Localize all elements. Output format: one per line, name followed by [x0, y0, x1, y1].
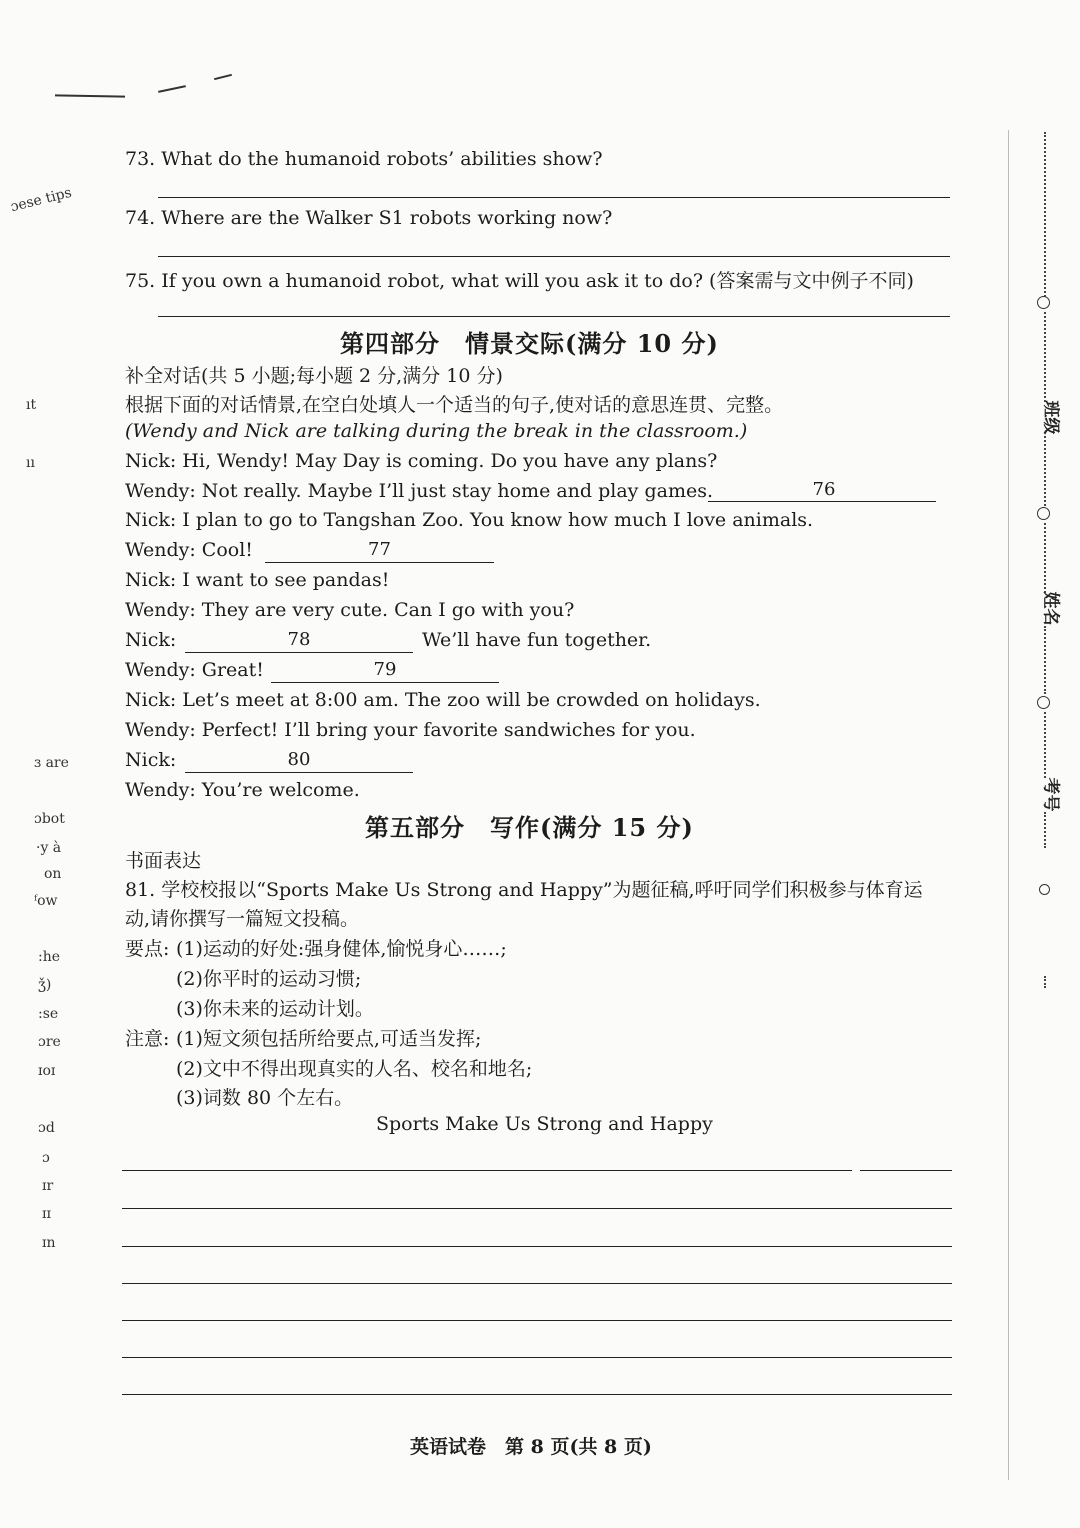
writing-line[interactable]	[122, 1394, 952, 1395]
answer-line-73[interactable]	[158, 197, 950, 198]
part5-title: 第五部分 写作(满分 15 分)	[365, 813, 694, 842]
part4-title: 第四部分 情景交际(满分 10 分)	[340, 329, 719, 358]
scan-mark	[55, 94, 125, 97]
binding-edge	[1008, 130, 1009, 1480]
scan-mark	[214, 74, 232, 80]
dialog-line: Nick: Hi, Wendy! May Day is coming. Do you have any plans?	[125, 450, 718, 472]
part4-subtitle: 补全对话(共 5 小题;每小题 2 分,满分 10 分)	[125, 365, 503, 387]
question-text: If you own a humanoid robot, what will you ask it to do? (答案需与文中例子不同)	[161, 270, 914, 292]
bleed-text: ɪoɪ	[38, 1063, 56, 1079]
dialog-line-tail: We’ll have fun together.	[422, 629, 652, 651]
writing-line[interactable]	[122, 1208, 952, 1209]
bleed-text: :se	[38, 1006, 59, 1022]
side-label-class: 班级	[1040, 400, 1061, 435]
answer-line-74[interactable]	[158, 256, 950, 257]
blank-77[interactable]	[265, 562, 494, 563]
bleed-text: ɜ are	[34, 755, 69, 771]
point-item: (2)你平时的运动习惯;	[176, 968, 362, 990]
note-item: (2)文中不得出现真实的人名、校名和地名;	[176, 1058, 533, 1080]
dialog-line: Wendy: Perfect! I’ll bring your favorite sandwiches for you.	[125, 719, 696, 741]
binding-circle	[1037, 296, 1050, 309]
writing-line[interactable]	[122, 1283, 952, 1284]
dialog-line: Wendy: Not really. Maybe I’ll just stay home and play games.	[125, 480, 713, 502]
dialog-line: Wendy: They are very cute. Can I go with you?	[125, 599, 575, 621]
blank-number: 76	[812, 479, 836, 500]
blank-number: 77	[368, 539, 391, 560]
essay-title: Sports Make Us Strong and Happy	[376, 1113, 713, 1135]
writing-line[interactable]	[122, 1357, 952, 1358]
side-label-id: 考号	[1040, 777, 1061, 812]
part4-scene: (Wendy and Nick are talking during the break in the classroom.)	[125, 420, 748, 442]
bleed-text: :he	[38, 949, 61, 965]
question-text: Where are the Walker S1 robots working now?	[161, 207, 613, 229]
question-74	[125, 207, 612, 229]
bleed-text: ɔese tips	[8, 184, 74, 216]
binding-circle	[1037, 696, 1050, 709]
question-number: 73.	[125, 148, 156, 170]
bleed-text: ᶠow	[34, 893, 58, 909]
blank-number: 78	[287, 629, 311, 650]
part4-instruction: 根据下面的对话情景,在空白处填人一个适当的句子,使对话的意思连贯、完整。	[125, 394, 784, 416]
dialog-line: Wendy: You’re welcome.	[125, 779, 360, 801]
blank-number: 80	[287, 749, 311, 770]
notes-label: 注意:	[125, 1028, 170, 1050]
bleed-text: ɔ	[42, 1150, 50, 1166]
binding-dotted-line	[1044, 626, 1046, 694]
writing-line[interactable]	[122, 1170, 852, 1171]
binding-circle	[1037, 507, 1050, 520]
blank-number: 79	[373, 659, 397, 680]
binding-dotted-line	[1044, 712, 1046, 778]
blank-76[interactable]	[708, 501, 936, 502]
binding-dotted-line	[1044, 132, 1046, 300]
writing-prompt: 81. 学校校报以“Sports Make Us Strong and Happy”为题征稿,呼吁同学们积极参与体育运	[125, 879, 923, 901]
bleed-text: ɪr	[42, 1178, 54, 1194]
writing-line[interactable]	[122, 1320, 952, 1321]
binding-dotted-line	[1044, 976, 1046, 988]
dialog-line: Nick:	[125, 749, 177, 771]
question-73	[125, 148, 603, 170]
bleed-text: ɔre	[38, 1034, 61, 1050]
point-item: (3)你未来的运动计划。	[176, 998, 374, 1020]
binding-dotted-line	[1044, 523, 1046, 593]
bleed-text: ɪn	[42, 1235, 56, 1251]
writing-prompt: 动,请你撰写一篇短文投稿。	[125, 908, 360, 930]
binding-dotted-line	[1044, 812, 1046, 848]
point-item: (1)运动的好处:强身健体,愉悦身心……;	[176, 938, 507, 960]
writing-line[interactable]	[860, 1170, 952, 1171]
page-footer: 英语试卷 第 8 页(共 8 页)	[410, 1436, 652, 1458]
part5-subtitle: 书面表达	[125, 850, 202, 872]
binding-dotted-line	[1044, 436, 1046, 506]
bleed-text: ɔbot	[34, 811, 65, 827]
scan-mark	[158, 85, 186, 93]
bleed-text: ɪɪ	[42, 1206, 51, 1222]
points-label: 要点:	[125, 938, 170, 960]
dialog-line: Nick: I want to see pandas!	[125, 569, 390, 591]
question-75	[125, 266, 914, 293]
blank-78[interactable]	[185, 652, 413, 653]
dialog-line: Nick:	[125, 629, 177, 651]
binding-dotted-line	[1044, 312, 1046, 402]
question-text: What do the humanoid robots’ abilities show?	[161, 148, 603, 170]
binding-circle	[1039, 884, 1050, 895]
dialog-line: Nick: I plan to go to Tangshan Zoo. You know how much I love animals.	[125, 509, 814, 531]
bleed-text: ɔd	[38, 1120, 55, 1136]
blank-79[interactable]	[271, 682, 499, 683]
question-number: 74.	[125, 207, 156, 229]
dialog-line: Wendy: Great!	[125, 659, 264, 681]
bleed-text: ·y à	[36, 840, 62, 856]
question-number: 75.	[125, 270, 156, 292]
note-item: (1)短文须包括所给要点,可适当发挥;	[176, 1028, 482, 1050]
bleed-text: on	[44, 866, 62, 882]
dialog-line: Nick: Let’s meet at 8:00 am. The zoo will be crowded on holidays.	[125, 689, 761, 711]
dialog-line: Wendy: Cool!	[125, 539, 253, 561]
side-label-name: 姓名	[1040, 591, 1061, 626]
bleed-text: ıt	[26, 397, 37, 413]
writing-line[interactable]	[122, 1246, 952, 1247]
bleed-text: ıı	[26, 455, 35, 471]
note-item: (3)词数 80 个左右。	[176, 1087, 354, 1109]
bleed-text: ǯ)	[38, 977, 52, 993]
answer-line-75[interactable]	[158, 316, 950, 317]
blank-80[interactable]	[185, 772, 413, 773]
